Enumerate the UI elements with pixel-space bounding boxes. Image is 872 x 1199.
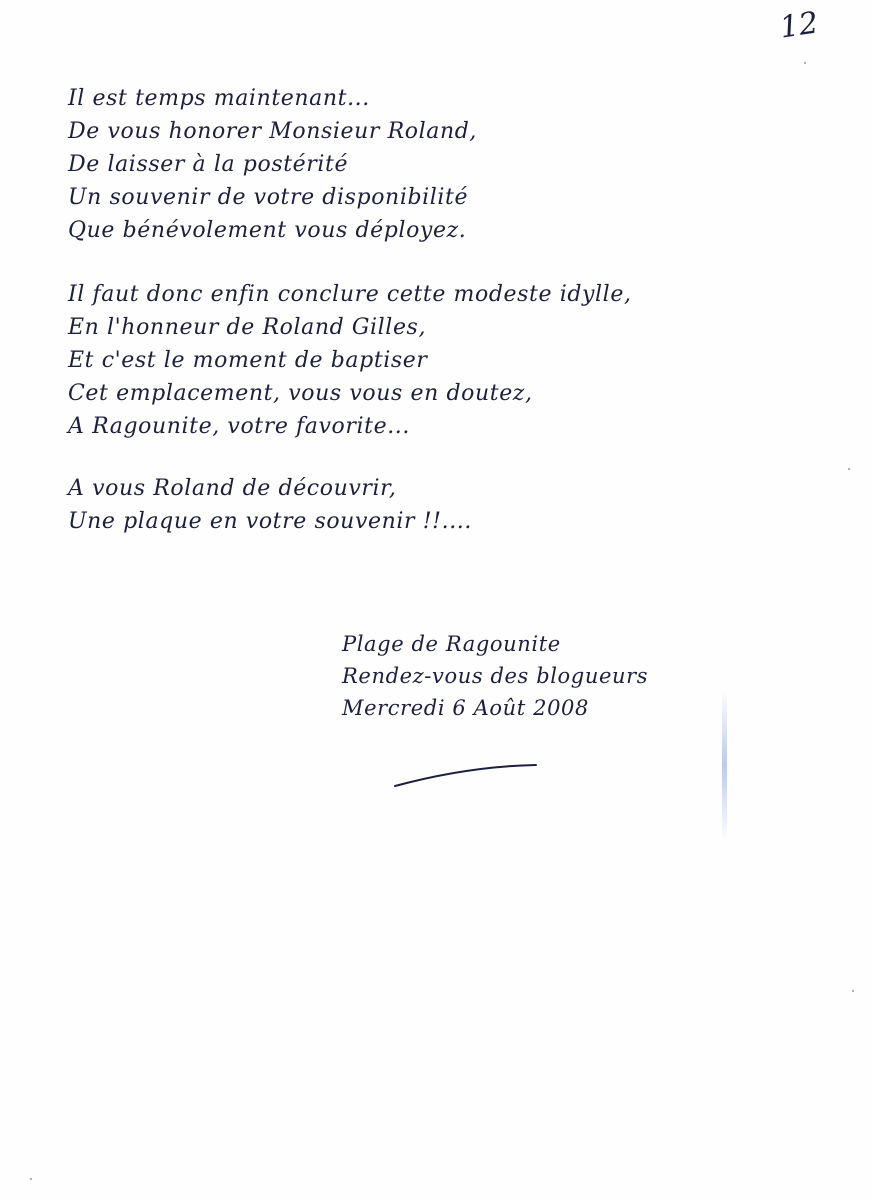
signature-underline: [392, 758, 542, 792]
speck: [804, 62, 806, 64]
poem-line: Et c'est le moment de baptiser: [68, 348, 428, 373]
poem-line: Une plaque en votre souvenir !!....: [68, 509, 472, 534]
speck: [30, 1178, 32, 1180]
signature-date: Mercredi 6 Août 2008: [342, 696, 589, 720]
signature-place: Plage de Ragounite: [342, 632, 561, 656]
poem-line: En l'honneur de Roland Gilles,: [68, 315, 427, 340]
poem-line: Un souvenir de votre disponibilité: [68, 185, 469, 210]
poem-line: A Ragounite, votre favorite...: [68, 414, 410, 439]
stanza-1: [68, 82, 477, 247]
stanza-2: [68, 278, 632, 443]
poem-line: Il faut donc enfin conclure cette modeste idylle,: [68, 282, 632, 307]
signature-block: [342, 628, 648, 724]
page-number: 12: [777, 5, 821, 46]
poem-line: Cet emplacement, vous vous en doutez,: [68, 381, 533, 406]
speck: [848, 468, 850, 470]
poem-line: De laisser à la postérité: [68, 152, 349, 177]
poem-line: A vous Roland de découvrir,: [68, 476, 397, 501]
poem-line: De vous honorer Monsieur Roland,: [68, 119, 478, 144]
stanza-3: [68, 472, 472, 538]
speck: [852, 990, 854, 992]
poem-line: Que bénévolement vous déployez.: [68, 218, 467, 243]
signature-event: Rendez-vous des blogueurs: [342, 664, 649, 688]
scan-artifact: [722, 690, 727, 840]
poem-line: Il est temps maintenant...: [68, 86, 370, 111]
